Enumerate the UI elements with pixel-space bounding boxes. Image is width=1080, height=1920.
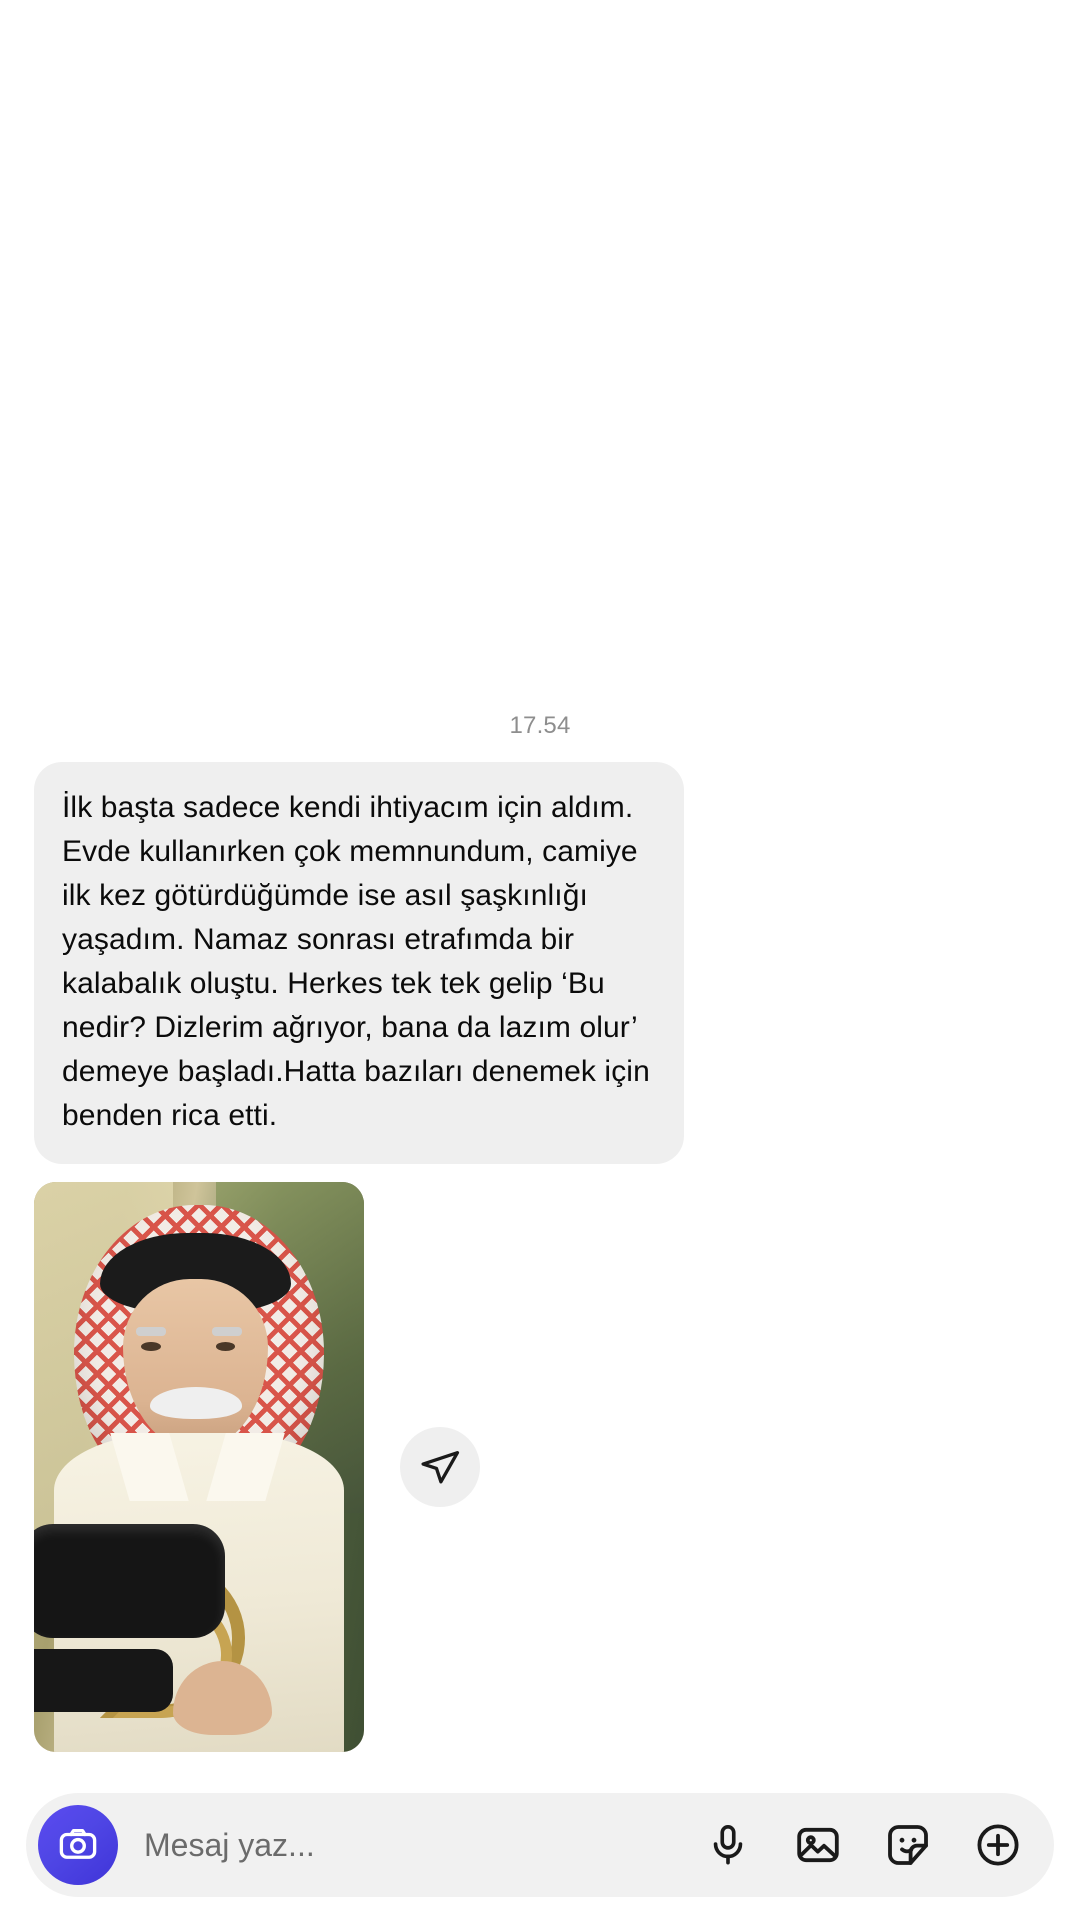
photo-eye-right bbox=[216, 1342, 236, 1351]
incoming-message-bubble[interactable]: İlk başta sadece kendi ihtiyacım için aldım. Evde kullanırken çok memnundum, camiye ilk kez götürdüğümde ise asıl şaşkınlığı yaşadım. Namaz sonrası etrafımda bir kalabalık oluştu. Herkes tek tek gelip ‘Bu nedir? Dizlerim ağrıyor, bana da lazım olur’ demeye başladı.Hatta bazıları denemek için benden rica etti. bbox=[34, 762, 684, 1164]
photo-mustache bbox=[150, 1387, 242, 1418]
message-input[interactable] bbox=[118, 1826, 690, 1865]
photo-product-pad-lower bbox=[34, 1649, 173, 1712]
send-icon[interactable] bbox=[400, 1427, 480, 1507]
photo-eyebrow-right bbox=[212, 1327, 242, 1336]
plus-icon[interactable] bbox=[970, 1817, 1026, 1873]
message-row-text bbox=[34, 762, 1046, 1164]
photo-product-pad bbox=[34, 1524, 225, 1638]
photo-icon[interactable] bbox=[790, 1817, 846, 1873]
photo-eyebrow-left bbox=[136, 1327, 166, 1336]
photo-eye-left bbox=[141, 1342, 161, 1351]
composer-actions bbox=[690, 1817, 1026, 1873]
composer-bar bbox=[26, 1793, 1054, 1897]
message-timestamp: 17.54 bbox=[509, 712, 571, 739]
sticker-icon[interactable] bbox=[880, 1817, 936, 1873]
microphone-icon[interactable] bbox=[700, 1817, 756, 1873]
incoming-image-message[interactable] bbox=[34, 1182, 364, 1752]
message-composer bbox=[0, 1770, 1080, 1920]
camera-icon[interactable] bbox=[38, 1805, 118, 1885]
message-row-media bbox=[34, 1182, 1046, 1752]
